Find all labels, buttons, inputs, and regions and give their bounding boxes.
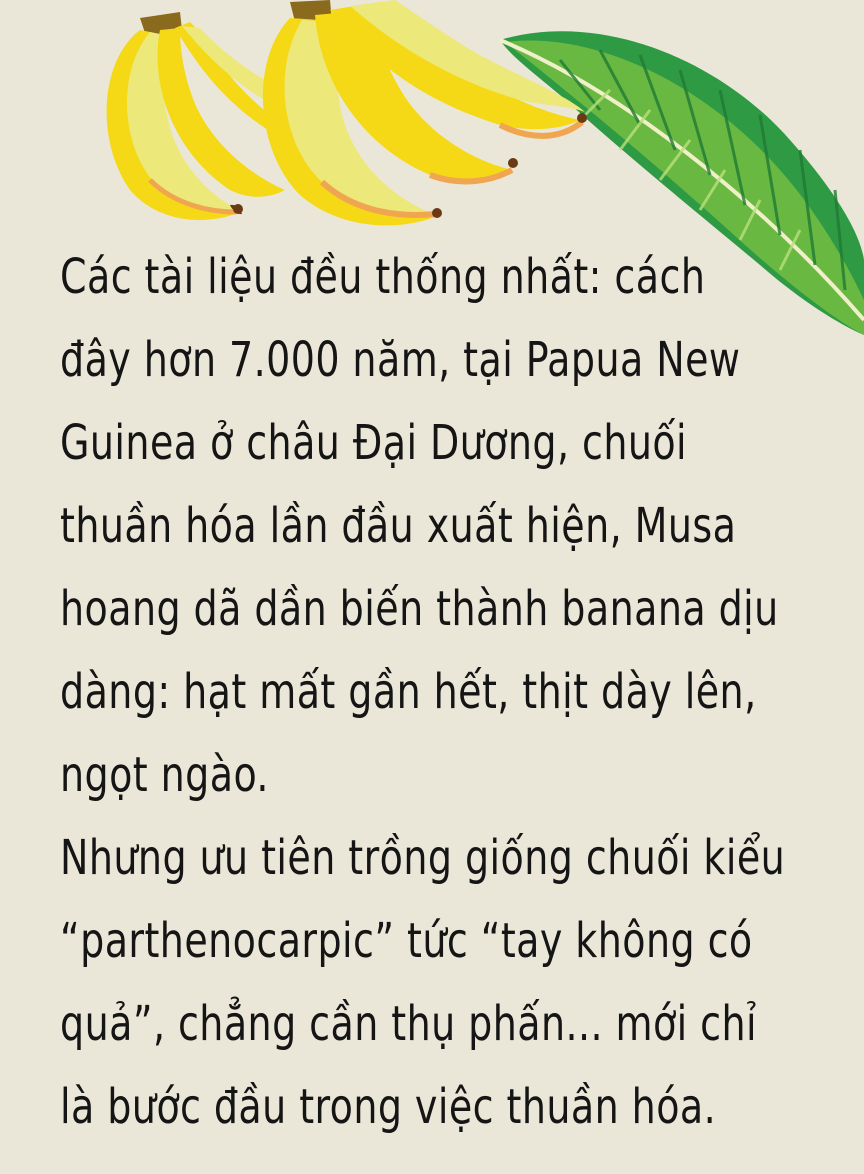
text-line: thuần hóa lần đầu xuất hiện, Musa — [60, 498, 737, 554]
text-line: đây hơn 7.000 năm, tại Papua New — [60, 332, 741, 388]
text-line: dàng: hạt mất gần hết, thịt dày lên, — [60, 664, 757, 720]
text-line: là bước đầu trong việc thuần hóa. — [60, 1079, 717, 1135]
text-line: Nhưng ưu tiên trồng giống chuối kiểu — [60, 830, 786, 886]
text-line: Các tài liệu đều thống nhất: cách — [60, 249, 706, 305]
text-line: “parthenocarpic” tức “tay không có — [60, 913, 753, 969]
paragraph-2 — [60, 817, 786, 1149]
text-line: hoang dã dần biến thành banana dịu — [60, 581, 779, 637]
text-line: quả”, chẳng cần thụ phấn... mới chỉ — [60, 996, 758, 1052]
text-line: ngọt ngào. — [60, 747, 269, 803]
paragraph-1 — [60, 236, 779, 817]
article-text — [60, 236, 786, 1149]
text-line: Guinea ở châu Đại Dương, chuối — [60, 415, 688, 471]
